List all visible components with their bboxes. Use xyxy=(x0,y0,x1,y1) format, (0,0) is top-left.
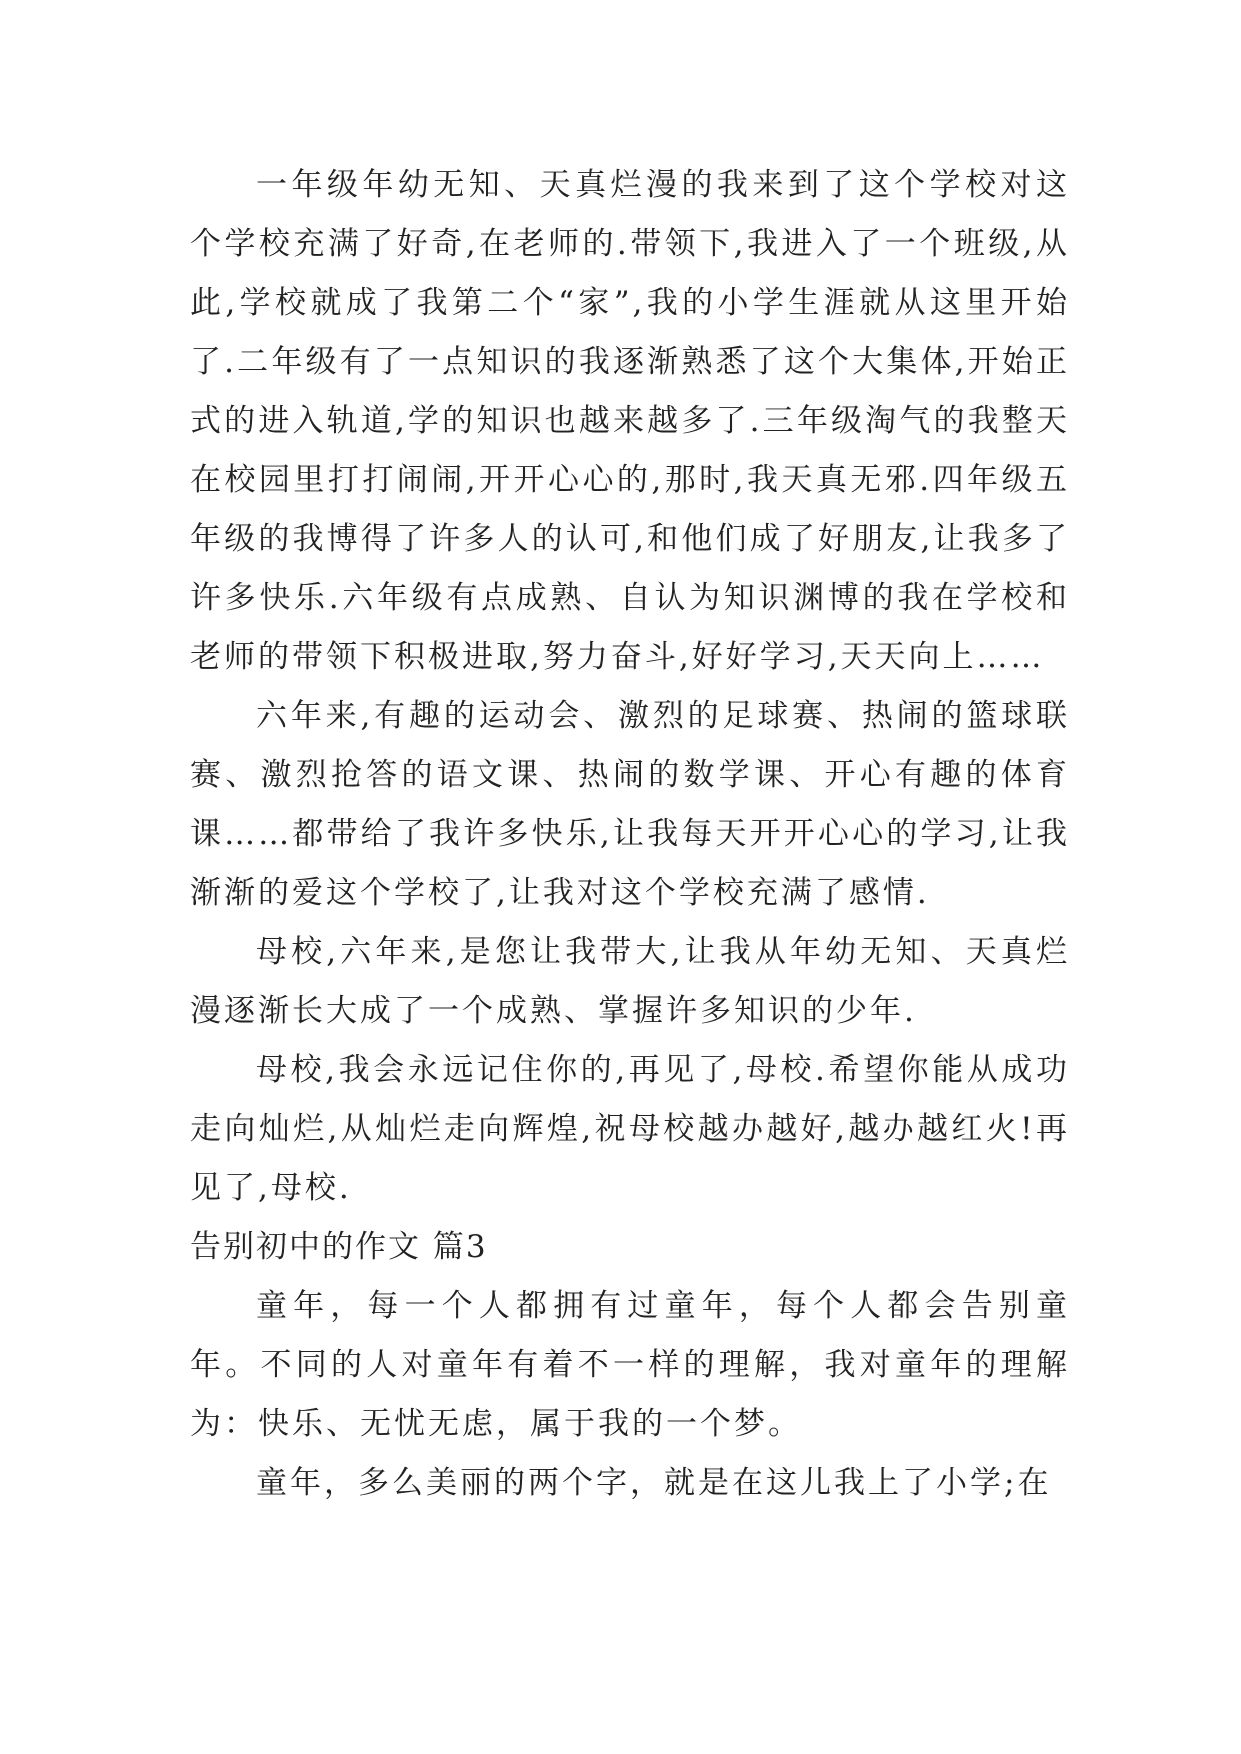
paragraph-school-years: 一年级年幼无知、天真烂漫的我来到了这个学校对这个学校充满了好奇,在老师的.带领下,我进入了一个班级,从此,学校就成了我第二个“家”,我的小学生涯就从这里开始了.二年级有了一点知识的我逐渐熟悉了这个大集体,开始正式的进入轨道,学的知识也越来越多了.三年级淘气的我整天在校园里打打闹闹,开开心心的,那时,我天真无邪.四年级五年级的我博得了许多人的认可,和他们成了好朋友,让我多了许多快乐.六年级有点成熟、自认为知识渊博的我在学校和老师的带领下积极进取,努力奋斗,好好学习,天天向上…… xyxy=(190,167,1070,675)
section-heading: 告别初中的作文 篇3 xyxy=(190,1229,488,1265)
paragraph-six-years: 六年来,有趣的运动会、激烈的足球赛、热闹的篮球联赛、激烈抢答的语文课、热闹的数学课、开心有趣的体育课……都带给了我许多快乐,让我每天开开心心的学习,让我渐渐的爱这个学校了,让我对这个学校充满了感情. xyxy=(190,698,1070,911)
paragraph-childhood-continued: 童年，多么美丽的两个字，就是在这儿我上了小学;在 xyxy=(256,1465,1052,1501)
paragraph-alma-mater: 母校,六年来,是您让我带大,让我从年幼无知、天真烂漫逐渐长大成了一个成熟、掌握许多知识的少年. xyxy=(190,934,1070,1029)
paragraph-childhood: 童年，每一个人都拥有过童年，每个人都会告别童年。不同的人对童年有着不一样的理解，我对童年的理解为：快乐、无忧无虑，属于我的一个梦。 xyxy=(190,1288,1070,1442)
paragraph-farewell: 母校,我会永远记住你的,再见了,母校.希望你能从成功走向灿烂,从灿烂走向辉煌,祝母校越办越好,越办越红火!再见了,母校. xyxy=(190,1052,1070,1206)
document-body xyxy=(190,156,1070,1513)
